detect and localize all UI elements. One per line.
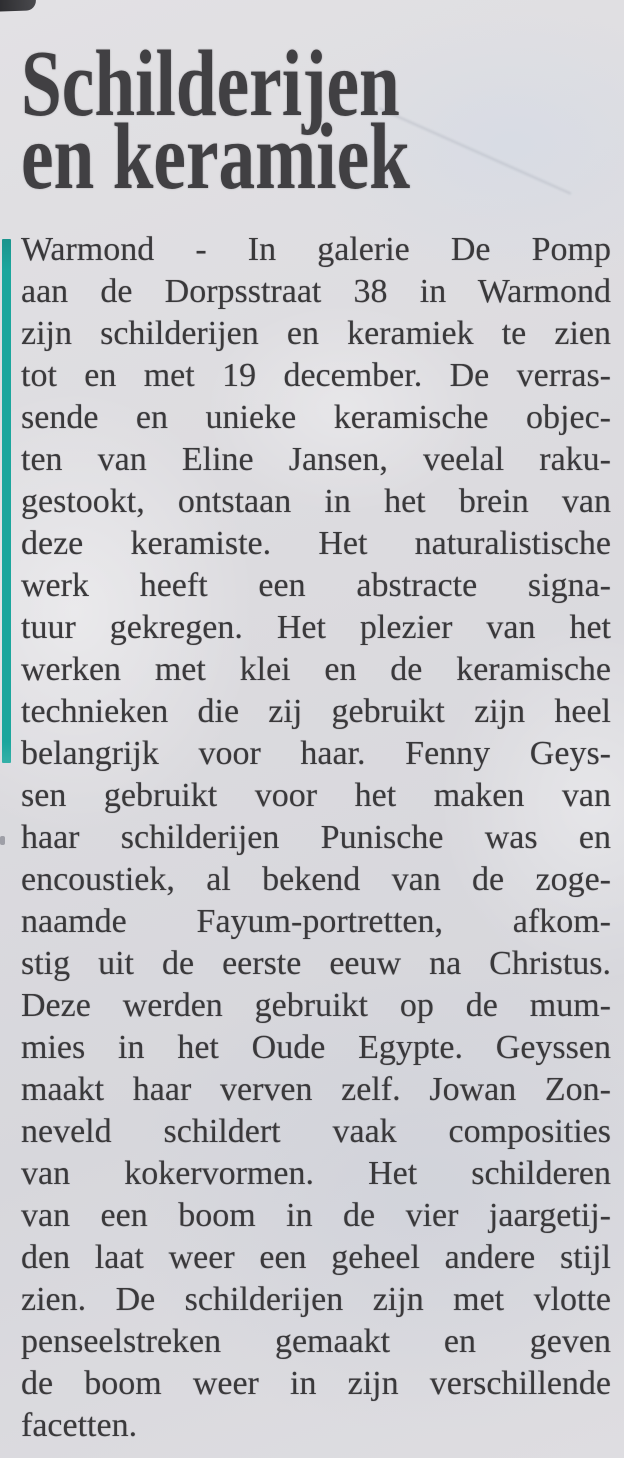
body-line: belangrijk voor haar. Fenny Geys- bbox=[21, 735, 611, 772]
accent-bar bbox=[2, 239, 11, 763]
body-line: van een boom in de vier jaargetij- bbox=[21, 1197, 611, 1234]
scan-speck bbox=[0, 836, 5, 845]
body-line: werken met klei en de keramische bbox=[21, 651, 611, 688]
headline-line-2: en keramiek bbox=[21, 105, 410, 209]
body-line: sen gebruikt voor het maken van bbox=[21, 777, 611, 814]
body-line: haar schilderijen Punische was en bbox=[21, 819, 611, 856]
body-line: gestookt, ontstaan in het brein van bbox=[21, 483, 611, 520]
body-line: de boom weer in zijn verschillende bbox=[21, 1365, 611, 1402]
body-line: deze keramiste. Het naturalistische bbox=[21, 525, 611, 562]
body-line: werk heeft een abstracte signa- bbox=[21, 567, 611, 604]
article-body bbox=[21, 229, 611, 1447]
body-line: penseelstreken gemaakt en geven bbox=[21, 1323, 611, 1360]
article-headline bbox=[21, 32, 520, 209]
body-line: encoustiek, al bekend van de zoge- bbox=[21, 861, 611, 898]
body-line: tot en met 19 december. De verras- bbox=[21, 357, 611, 394]
body-line: van kokervormen. Het schilderen bbox=[21, 1155, 611, 1192]
body-line: naamde Fayum-portretten, afkom- bbox=[21, 903, 611, 940]
body-line: sende en unieke keramische objec- bbox=[21, 399, 611, 436]
body-line: aan de Dorpsstraat 38 in Warmond bbox=[21, 273, 611, 310]
body-line: zijn schilderijen en keramiek te zien bbox=[21, 315, 611, 352]
scan-corner-mark bbox=[0, 0, 36, 12]
body-line: tuur gekregen. Het plezier van het bbox=[21, 609, 611, 646]
body-line: ten van Eline Jansen, veelal raku- bbox=[21, 441, 611, 478]
body-line: facetten. bbox=[21, 1407, 138, 1444]
body-line: maakt haar verven zelf. Jowan Zon- bbox=[21, 1071, 611, 1108]
body-line: Warmond - In galerie De Pomp bbox=[21, 231, 611, 268]
body-line: technieken die zij gebruikt zijn heel bbox=[21, 693, 611, 730]
body-line: Deze werden gebruikt op de mum- bbox=[21, 987, 611, 1024]
body-line: neveld schildert vaak composities bbox=[21, 1113, 611, 1150]
body-line: den laat weer een geheel andere stijl bbox=[21, 1239, 611, 1276]
body-line: stig uit de eerste eeuw na Christus. bbox=[21, 945, 611, 982]
headline-line-1: Schilderijen bbox=[21, 32, 400, 136]
body-line: mies in het Oude Egypte. Geyssen bbox=[21, 1029, 611, 1066]
body-line: zien. De schilderijen zijn met vlotte bbox=[21, 1281, 611, 1318]
